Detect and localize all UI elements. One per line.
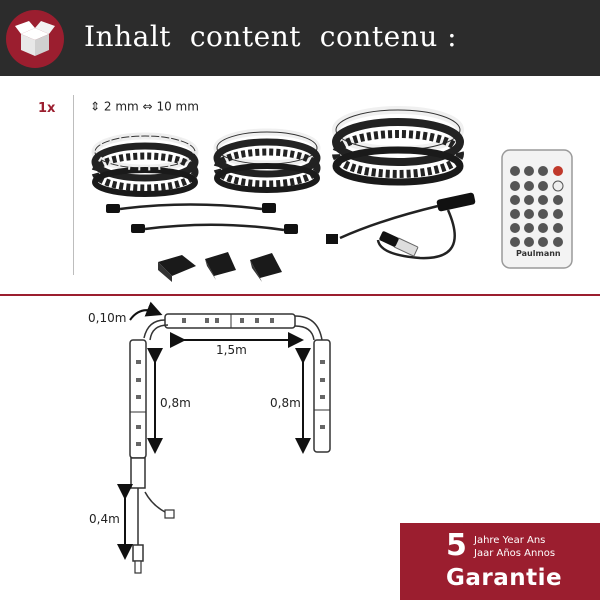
guarantee-line1: Jahre Year Ans <box>474 535 546 546</box>
horizontal-double-arrow-icon: ⇔ <box>142 99 153 114</box>
page-title: Inhalt content contenu : <box>84 20 458 53</box>
label-top-offset: 0,10m <box>88 311 127 325</box>
guarantee-line2: Jaar Años Annos <box>474 548 556 559</box>
width-value: 10 mm <box>156 99 199 114</box>
guarantee-years: 5 <box>446 528 467 563</box>
usb-plug <box>133 545 143 561</box>
label-left-strip: 0,8m <box>160 396 191 410</box>
right-strip <box>314 340 330 452</box>
guarantee-badge <box>400 523 600 600</box>
label-top-strip: 1,5m <box>216 343 247 357</box>
left-strip <box>130 340 146 458</box>
top-strip <box>165 314 295 328</box>
remote-brand-label: Paulmann <box>516 249 561 258</box>
arrow-top-offset <box>130 310 155 320</box>
height-value: 2 mm <box>103 99 139 114</box>
controller-box <box>131 458 145 488</box>
vertical-double-arrow-icon: ⇕ <box>90 99 101 114</box>
ir-sensor <box>165 510 174 518</box>
label-usb-cable: 0,4m <box>89 512 120 526</box>
sensor-cable <box>145 492 165 512</box>
label-right-strip: 0,8m <box>270 396 301 410</box>
guarantee-word: Garantie <box>446 565 563 591</box>
right-bend <box>295 316 322 340</box>
quantity-label: 1x <box>38 101 56 116</box>
